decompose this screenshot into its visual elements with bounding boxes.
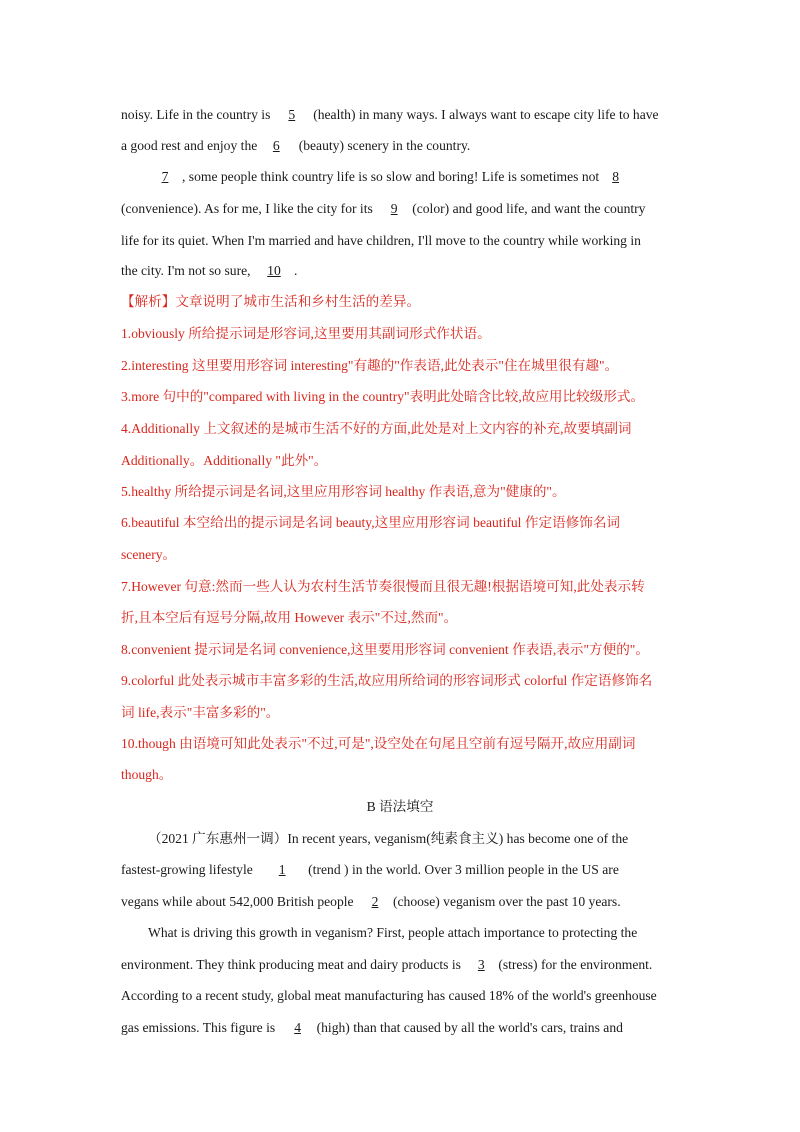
- text: (stress) for the environment.: [498, 957, 653, 972]
- blank-7: 7: [161, 169, 169, 184]
- passage-line: [121, 137, 681, 155]
- text: (color) and good life, and want the country: [412, 201, 646, 216]
- passage-line: [121, 262, 681, 280]
- section-title: B 语法填空: [366, 799, 434, 814]
- text: (trend ) in the world. Over 3 million people in the US are: [308, 862, 619, 877]
- text: a good rest and enjoy the: [121, 138, 258, 153]
- passage-line: [121, 200, 681, 218]
- analysis-heading: 【解析】文章说明了城市生活和乡村生活的差异。: [121, 294, 421, 309]
- blank-4: 4: [294, 1020, 301, 1035]
- passage-line: [121, 106, 681, 124]
- text: environment. They think producing meat and dairy products is: [121, 957, 461, 972]
- analysis-item-7: 7.However 句意:然而一些人认为农村生活节奏很慢而且很无趣!根据语境可知,此处表示转: [121, 579, 645, 594]
- analysis-item-6-cont: scenery。: [121, 547, 177, 562]
- passage-line: [148, 168, 681, 186]
- passage-line: life for its quiet. When I'm married and have children, I'll move to the country while working in: [121, 233, 641, 248]
- blank-5: 5: [288, 107, 296, 122]
- analysis-item-4-cont: Additionally。Additionally "此外"。: [121, 453, 328, 468]
- blank-9: 9: [390, 201, 398, 216]
- text: fastest-growing lifestyle: [121, 862, 253, 877]
- text: (beauty) scenery in the country.: [298, 138, 471, 153]
- analysis-item-9: 9.colorful 此处表示城市丰富多彩的生活,故应用所给词的形容词形式 colorful 作定语修饰名: [121, 673, 653, 688]
- analysis-item-10-cont: though。: [121, 767, 173, 782]
- text: gas emissions. This figure is: [121, 1020, 276, 1035]
- analysis-item-9-cont: 词 life,表示"丰富多彩的"。: [121, 705, 280, 720]
- text: (convenience). As for me, I like the city for its: [121, 201, 373, 216]
- blank-6: 6: [272, 138, 280, 153]
- analysis-item-5: 5.healthy 所给提示词是名词,这里应用形容词 healthy 作表语,意为"健康的"。: [121, 484, 566, 499]
- text: .: [293, 263, 298, 278]
- analysis-item-8: 8.convenient 提示词是名词 convenience,这里要用形容词 convenient 作表语,表示"方便的"。: [121, 642, 649, 657]
- text: (health) in many ways. I always want to escape city life to have: [313, 107, 659, 122]
- analysis-item-3: 3.more 句中的"compared with living in the country"表明此处暗含比较,故应用比较级形式。: [121, 389, 645, 404]
- analysis-item-7-cont: 折,且本空后有逗号分隔,故用 However 表示"不过,然而"。: [121, 610, 458, 625]
- blank-1: 1: [278, 862, 286, 877]
- analysis-item-6: 6.beautiful 本空给出的提示词是名词 beauty,这里应用形容词 beautiful 作定语修饰名词: [121, 515, 621, 530]
- analysis-item-1: 1.obviously 所给提示词是形容词,这里要用其副词形式作状语。: [121, 326, 491, 341]
- blank-3: 3: [477, 957, 485, 972]
- text: (high) than that caused by all the world's cars, trains and: [316, 1020, 623, 1035]
- passage-line: （2021 广东惠州一调）In recent years, veganism(纯素食主义) has become one of the: [148, 831, 629, 846]
- analysis-item-2: 2.interesting 这里要用形容词 interesting"有趣的"作表语,此处表示"住在城里很有趣"。: [121, 358, 619, 373]
- text: , some people think country life is so slow and boring! Life is sometimes not: [182, 169, 600, 184]
- text: the city. I'm not so sure,: [121, 263, 251, 278]
- passage-line: What is driving this growth in veganism? First, people attach importance to protecting the: [148, 925, 638, 940]
- passage-line: [121, 893, 681, 911]
- blank-2: 2: [371, 894, 379, 909]
- analysis-item-10: 10.though 由语境可知此处表示"不过,可是",设空处在句尾且空前有逗号隔开,故应用副词: [121, 736, 636, 751]
- passage-line: [121, 956, 681, 974]
- passage-line: [121, 861, 681, 879]
- text: noisy. Life in the country is: [121, 107, 271, 122]
- blank-8: 8: [612, 169, 619, 184]
- passage-line: [121, 1019, 681, 1037]
- passage-line: According to a recent study, global meat manufacturing has caused 18% of the world's greenhouse: [121, 988, 657, 1003]
- blank-10: 10: [267, 263, 281, 278]
- analysis-item-4: 4.Additionally 上文叙述的是城市生活不好的方面,此处是对上文内容的补充,故要填副词: [121, 421, 632, 436]
- text: vegans while about 542,000 British people: [121, 894, 354, 909]
- text: (choose) veganism over the past 10 years.: [392, 894, 621, 909]
